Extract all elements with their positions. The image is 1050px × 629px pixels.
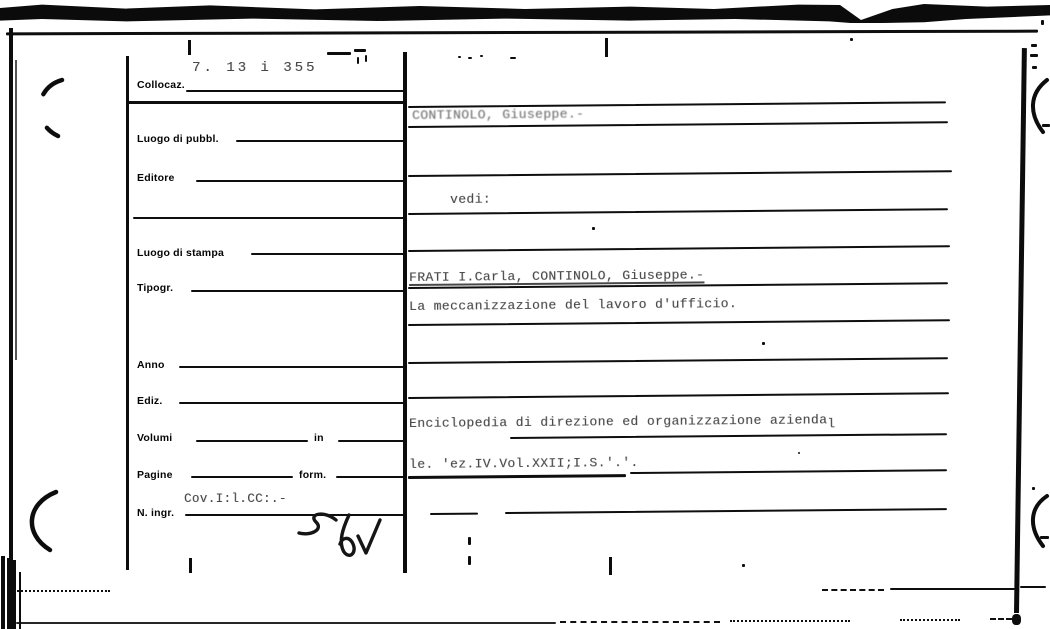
- scan-noise: [1032, 66, 1037, 69]
- rule-tipografo: [191, 290, 404, 292]
- scan-left-bottom-cluster: [1, 556, 5, 629]
- scan-noise: [850, 38, 853, 41]
- call-number: 7. 13 i 355: [192, 60, 318, 76]
- scan-left-edge-line-2: [15, 60, 17, 360]
- scan-bottom-line: [730, 620, 850, 622]
- field-label-formato: form.: [299, 469, 327, 481]
- field-label-volumi: Volumi: [137, 432, 173, 444]
- scan-noise: [1042, 124, 1050, 127]
- entry-heading-author: CONTINOLO, Giuseppe.-: [411, 106, 585, 123]
- scan-noise: [468, 556, 471, 565]
- scan-noise: [1032, 487, 1035, 490]
- rule-right-4: [408, 208, 948, 215]
- rule-pagine: [191, 476, 293, 478]
- scan-noise: [762, 342, 765, 345]
- rule-right-3: [408, 170, 952, 177]
- scan-bottom-dash-right: [890, 588, 1015, 590]
- rule-right-12b: [505, 508, 947, 514]
- scan-noise: [1030, 54, 1038, 57]
- entry-authors: FRATI I.Carla, CONTINOLO, Giuseppe.-: [408, 267, 705, 285]
- stamp-mark: [357, 57, 359, 64]
- rule-blank-row: [133, 217, 404, 219]
- scan-noise: [1040, 536, 1049, 539]
- rule-edizione: [179, 402, 404, 404]
- scan-noise: [458, 56, 461, 58]
- field-label-volumi-in: in: [314, 432, 324, 444]
- ring-mark-top-right-icon: [1027, 78, 1050, 136]
- fold-tick: [189, 558, 192, 573]
- scan-noise: [1040, 9, 1043, 15]
- entry-series-line1-text: Enciclopedia di direzione ed organizzazione azienda: [408, 412, 828, 431]
- scan-noise: [798, 452, 800, 454]
- rule-right-7: [408, 319, 950, 326]
- scan-noise: [1031, 44, 1037, 47]
- field-label-anno: Anno: [137, 359, 165, 371]
- field-label-collocazione: Collocaz.: [137, 79, 185, 91]
- field-label-pagine: Pagine: [137, 469, 173, 481]
- entry-series-line1-hyphen: l: [827, 416, 836, 432]
- field-label-luogo-di-stampa: Luogo di stampa: [137, 247, 224, 259]
- entry-series-line1: [409, 412, 836, 431]
- rule-row-full: [128, 101, 404, 104]
- scan-bottom-line: [900, 619, 960, 621]
- fold-tick: [609, 557, 612, 575]
- ring-mark-top-left-icon: [26, 76, 66, 142]
- field-label-luogo-di-pubbl: Luogo di pubbl.: [137, 133, 219, 145]
- rule-luogo-pubbl: [236, 140, 404, 142]
- ring-mark-bottom-right-icon: [1027, 494, 1050, 550]
- ring-mark-bottom-left-icon: [18, 488, 62, 556]
- scan-top-line: [6, 30, 1038, 35]
- ingresso-note: Cov.I:l.CC:.-: [184, 492, 287, 506]
- rule-right-5: [408, 245, 950, 252]
- field-label-editore: Editore: [137, 172, 175, 184]
- stamp-mark: [365, 55, 367, 62]
- scan-noise: [1041, 20, 1044, 25]
- scan-top-edge: [0, 3, 1050, 23]
- rule-right-11: [630, 469, 947, 474]
- rule-editore: [196, 180, 404, 182]
- scan-left-bottom-cluster: [7, 558, 10, 629]
- rule-right-12a: [430, 513, 478, 515]
- rule-series-underline: [510, 433, 947, 439]
- field-label-tipografo: Tipogr.: [137, 282, 174, 294]
- card-rule-left-vertical: [126, 56, 129, 570]
- rule-luogo-stampa: [251, 253, 404, 255]
- fold-tick: [188, 40, 191, 55]
- stamp-mark: [354, 49, 366, 52]
- scan-bottom-line: [16, 622, 556, 624]
- scan-noise: [742, 564, 745, 567]
- scan-left-bottom-cluster: [13, 560, 16, 629]
- rule-formato: [336, 476, 404, 478]
- rule-volumi: [196, 440, 308, 442]
- scan-bottom-dash-left: [14, 590, 110, 592]
- scan-left-edge-line: [9, 28, 13, 629]
- entry-see-reference: vedi:: [449, 191, 492, 207]
- rule-right-9: [408, 392, 949, 399]
- scan-noise: [592, 227, 595, 230]
- rule-series2-underline: [408, 474, 626, 478]
- entry-title: La meccanizzazione del lavoro d'ufficio.: [408, 296, 738, 314]
- fold-tick: [605, 38, 608, 57]
- scan-noise: [468, 57, 472, 59]
- scan-noise: [510, 57, 516, 59]
- rule-right-8: [408, 357, 948, 364]
- scan-bottom-dash-right: [1020, 586, 1046, 588]
- scan-bottom-line: [990, 618, 1020, 620]
- scan-left-bottom-cluster: [19, 572, 21, 629]
- field-label-edizione: Ediz.: [137, 395, 163, 407]
- scan-noise: [468, 537, 471, 545]
- rule-anno: [179, 366, 404, 368]
- scan-bottom-line: [560, 621, 720, 623]
- stamp-mark: [327, 52, 351, 55]
- scan-bottom-dash-right: [822, 589, 884, 591]
- entry-series-line2: le. 'ez.IV.Vol.XXII;I.S.'.'.: [408, 454, 639, 472]
- scan-right-edge-line: [1014, 48, 1027, 613]
- rule-collocazione: [186, 90, 404, 92]
- rule-volumi-in: [338, 440, 404, 442]
- field-label-numero-ingresso: N. ingr.: [137, 507, 175, 519]
- card-rule-middle-vertical: [403, 52, 407, 573]
- handwritten-initials: [292, 508, 384, 566]
- scan-noise: [480, 55, 483, 57]
